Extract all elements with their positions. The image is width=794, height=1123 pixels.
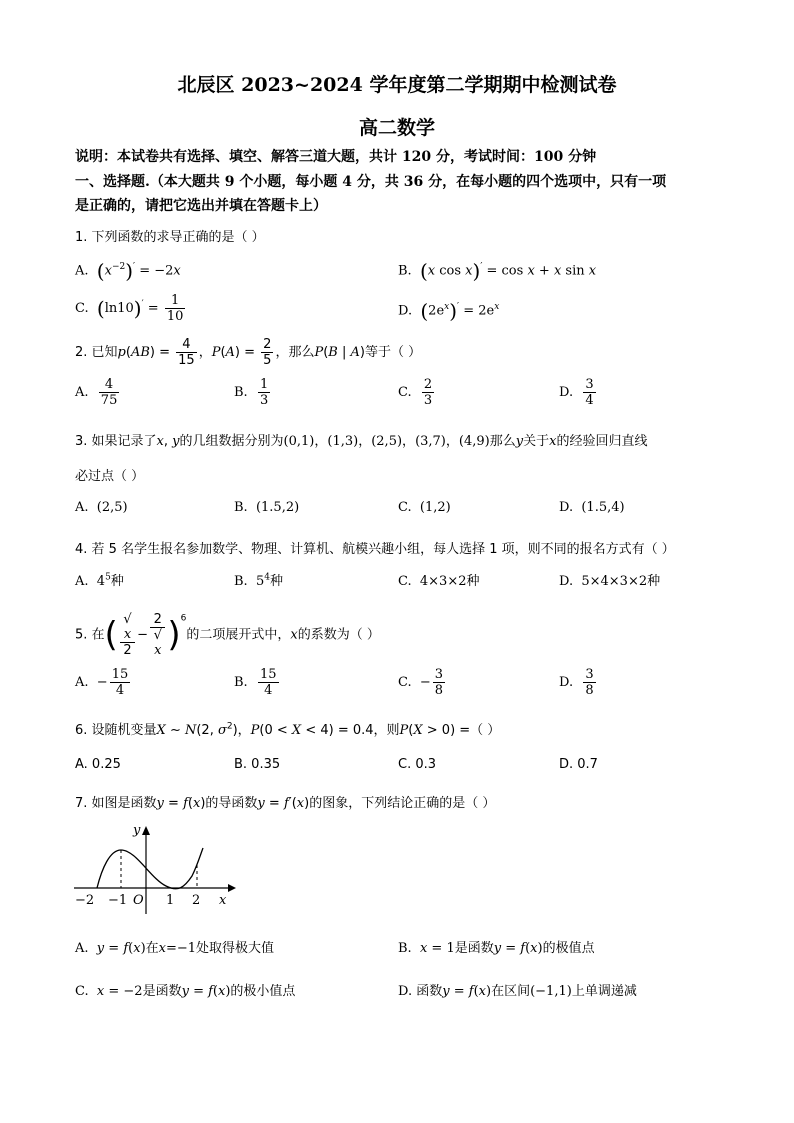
- q4-option-a: A. $4^5$种: [75, 572, 124, 589]
- q7-option-d: D. 函数y = f(x)在区间(−1,1)上单调递减: [398, 984, 637, 999]
- question-5-stem: 5. 在( √ x 2 − 2 √ x )$^6$的二项展开式中，x的系数为（ ）: [75, 612, 380, 658]
- q2-option-b: B. $\frac{1}{3}$: [234, 377, 269, 408]
- q3-option-b: B. (1.5,2): [234, 500, 300, 515]
- question-3-line2: 必过点（ ）: [75, 469, 145, 484]
- q1-option-c: C. (ln10)′ = $\frac{1}{10}$: [75, 293, 184, 324]
- derivative-curve: [97, 848, 203, 889]
- x-axis-arrow: [228, 884, 236, 892]
- tick-label-1: 1: [166, 893, 175, 908]
- q5-option-d: D. $\frac{3}{8}$: [559, 667, 594, 698]
- q1-option-d: D. $(2e^x)' = 2e^x$: [398, 299, 500, 323]
- exam-title: 北辰区 2023~2024 学年度第二学期期中检测试卷: [177, 74, 617, 96]
- section-heading-line1: 一、选择题.（本大题共 9 个小题，每小题 4 分，共 36 分，在每小题的四个选项中，只有一项: [75, 174, 667, 190]
- question-3-line1: 3. 如果记录了x, y的几组数据分别为(0,1)，(1,3)，(2,5)，(3,7)，(4,9)那么y关于x的经验回归直线: [75, 434, 648, 449]
- q7-option-c: C. x = −2是函数y = f(x)的极小值点: [75, 984, 296, 999]
- exam-subtitle: 高二数学: [358, 117, 435, 139]
- section-heading-line2: 是正确的，请把它选出并填在答题卡上）: [75, 198, 327, 214]
- q7-option-b: B. x = 1是函数y = f(x)的极值点: [398, 941, 595, 956]
- derivative-graph: [70, 818, 240, 918]
- question-2-stem: 2. 已知p(AB) = $\frac{4}{15}$ ，P(A) = $\frac{2}{5}$ ，那么P(B | A)等于（ ）: [75, 337, 422, 368]
- q5-option-a: A. − $\frac{15}{4}$: [75, 667, 129, 698]
- y-axis-arrow: [142, 826, 150, 835]
- q6-option-a: A. 0.25: [75, 757, 121, 772]
- q4-option-c: C. 4×3×2种: [398, 574, 480, 589]
- y-axis-label: y: [133, 823, 141, 838]
- tick-label-minus-2: −2: [75, 893, 95, 908]
- q5-option-c: C. − $\frac{3}{8}$: [398, 667, 444, 698]
- q4-option-d: D. 5×4×3×2种: [559, 574, 661, 589]
- origin-label: O: [133, 893, 144, 908]
- q6-option-c: C. 0.3: [398, 757, 437, 772]
- q3-option-d: D. (1.5,4): [559, 500, 625, 515]
- q4-option-b: B. $5^4$种: [234, 572, 283, 589]
- question-1-stem: 1. 下列函数的求导正确的是（ ）: [75, 230, 265, 245]
- instructions: 说明：本试卷共有选择、填空、解答三道大题，共计 120 分，考试时间：100 分钟: [75, 149, 597, 165]
- q3-option-a: A. (2,5): [75, 500, 128, 515]
- question-7-stem: 7. 如图是函数y = f(x)的导函数y = f′(x)的图象，下列结论正确的是（ ）: [75, 796, 496, 811]
- question-6-stem: 6. 设随机变量X ~ N(2, $\sigma^2$)，P(0 < X < 4) = 0.4，则P(X > 0) =（ ）: [75, 721, 501, 738]
- q2-option-c: C. $\frac{2}{3}$: [398, 377, 433, 408]
- question-4-stem: 4. 若 5 名学生报名参加数学、物理、计算机、航模兴趣小组，每人选择 1 项，则不同的报名方式有（ ）: [75, 542, 675, 557]
- q6-option-d: D. 0.7: [559, 757, 598, 772]
- x-axis-label: x: [219, 893, 227, 908]
- q3-option-c: C. (1,2): [398, 500, 451, 515]
- q1-option-a: A. $(x^{-2})' = -2x$: [75, 259, 181, 283]
- q2-option-a: A. $\frac{4}{75}$: [75, 377, 118, 408]
- tick-label-minus-1: −1: [108, 893, 128, 908]
- q5-option-b: B. $\frac{15}{4}$: [234, 667, 277, 698]
- q1-option-b: B. (x cos x)′ = cos x + x sin x: [398, 259, 597, 283]
- q6-option-b: B. 0.35: [234, 757, 281, 772]
- q2-option-d: D. $\frac{3}{4}$: [559, 377, 594, 408]
- q7-option-a: A. y = f(x)在x=−1处取得极大值: [75, 941, 275, 956]
- tick-label-2: 2: [192, 893, 201, 908]
